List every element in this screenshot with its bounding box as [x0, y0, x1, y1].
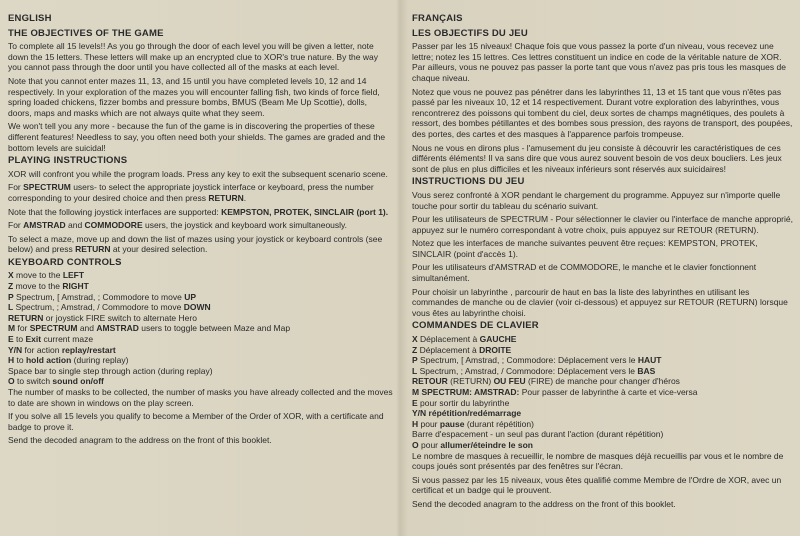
control-up: P Spectrum, [ Amstrad, ; Commodore to move UP: [8, 291, 197, 302]
control-hold: H to hold action (during replay): [8, 355, 129, 366]
control-down: L Spectrum, ; Amstrad, / Commodore to move DOWN: [8, 302, 211, 313]
commandes-clavier-heading: COMMANDES DE CLAVIER: [412, 320, 539, 332]
control-sound: O to switch sound on/off: [8, 376, 104, 387]
fr-control-replay: Y/N répétition/redémarrage: [412, 408, 522, 419]
fr-control-down: L Spectrum, ; Amstrad, / Commodore: Déplacement vers le BAS: [412, 365, 656, 376]
fr-instructions-paragraph-interfaces: Notez que les interfaces de manche suivantes peuvent être reçues: KEMPSTON, PROTEK, SINCLAIR (point d'accès 1).: [412, 238, 758, 259]
fr-control-right: Z Déplacement à DROITE: [412, 344, 512, 355]
instructions-paragraph-spectrum: For SPECTRUM users- to select the appropriate joystick interface or keyboard, press the number corresponding to your desired choice and then press RETURN.: [8, 182, 374, 203]
control-right: Z move to the RIGHT: [8, 281, 89, 292]
order-of-xor-paragraph: If you solve all 15 levels you qualify to become a Member of the Order of XOR, with a certificate and badge to prove it.: [8, 411, 384, 432]
objectives-paragraph-1: To complete all 15 levels!! As you go through the door of each level you will be given a letter, note down the 15 letters. These letters will make up an encrypted clue to XOR's true nature. By the way you cannot pass through the door until you have collected all of the masks at each level.: [8, 41, 378, 73]
objectifs-paragraph-1: Passer par les 15 niveaux! Chaque fois que vous passez la porte d'un niveau, vous recevez une lettre; notez les 15 lettres. Ces lettres constituent un indice en code de la véritable nature de XOR. Par ailleurs, vous ne pouvez pas passer la porte tant que vous n'avez pas pris tous les masques de chaque niveau.: [412, 41, 786, 83]
fr-control-hold: H pour pause (durant répétition): [412, 418, 534, 429]
objectifs-paragraph-3: Nous ne vous en dirons plus - l'amusement du jeu consiste à découvrir les caractéristiques de ces différents éléments! Il va sans dire que vous aurez souvent besoin de vos deux boucliers. Les jeux sont de plus en plus difficiles et les niveaux inférieurs sont réservés aux suicidaires!: [412, 142, 782, 174]
fr-instructions-paragraph-load: Vous serez confronté à XOR pendant le chargement du programme. Appuyez sur n'importe quelle touche pour sortir du tableau du scénario suivant.: [412, 189, 781, 211]
instructions-paragraph-interfaces: Note that the following joystick interfaces are supported: KEMPSTON, PROTEK, SINCLAIR (port 1).: [8, 206, 389, 217]
control-toggle-map: M for SPECTRUM and AMSTRAD users to toggle between Maze and Map: [8, 323, 291, 334]
objectives-paragraph-3: We won't tell you any more - because the fun of the game is in discovering the properties of these different features! Needless to say, you often need both your shields. The games are graded and the bottom levels are suicidal!: [8, 121, 386, 153]
keyboard-controls-heading: KEYBOARD CONTROLS: [8, 256, 122, 268]
language-heading-english: ENGLISH: [8, 13, 52, 24]
fr-control-exit: E pour sortir du labyrinthe: [412, 397, 510, 408]
fr-anagram-paragraph: Send the decoded anagram to the address on the front of this booklet.: [412, 498, 676, 509]
objectives-heading: THE OBJECTIVES OF THE GAME: [8, 27, 164, 39]
fr-control-toggle-map: M SPECTRUM: AMSTRAD: Pour passer de labyrinthe à carte et vice-versa: [412, 387, 698, 397]
control-replay: Y/N for action replay/restart: [8, 344, 116, 355]
anagram-paragraph: Send the decoded anagram to the address on the front of this booklet.: [8, 435, 272, 446]
control-exit: E to Exit current maze: [8, 334, 94, 345]
english-column: [8, 14, 393, 449]
objectifs-paragraph-2: Notez que vous ne pouvez pas pénétrer dans les labyrinthes 11, 13 et 15 tant que vous n'êtes pas passé par les niveaux 10, 12 et 14 respectivement. Durant votre exploration des labyrinthes, vous rencontrerez des poissons qui tombent du ciel, deux sortes de champs magnétiques, des poulets à ressort, des bombes pétillantes et des bombes sous pression, des rayons de transport, des poupées, des portes, des cartes et des masques à l'apparence parfois trompeuse.: [412, 86, 793, 139]
fr-instructions-paragraph-amstrad: Pour les utilisateurs d'AMSTRAD et de COMMODORE, le manche et le clavier fonctionnent simultanément.: [412, 262, 757, 284]
fr-control-sound: O pour allumer/éteindre le son: [412, 439, 533, 450]
instructions-paragraph-amstrad: For AMSTRAD and COMMODORE users, the joystick and keyboard work simultaneously.: [8, 220, 348, 231]
instructions-paragraph-select-maze: To select a maze, move up and down the list of mazes using your joystick or keyboard controls (see below) and press RETURN at your desired selection.: [8, 233, 383, 255]
language-heading-french: FRANÇAIS: [412, 13, 463, 24]
fr-instructions-paragraph-spectrum: Pour les utilisateurs de SPECTRUM - Pour sélectionner le clavier ou l'interface de manche approprié, appuyez sur le numéro correspondant à votre choix, puis appuyez sur RETOUR (RETURN).: [412, 214, 793, 235]
fr-instructions-paragraph-select-maze: Pour choisir un labyrinthe , parcourir de haut en bas la liste des labyrinthes en utilisant les commandes de manche ou de clavier (voir ci-dessous) et appuyez sur RETOUR (RETURN) lorsque vous êtes au labyrinthe choisi.: [412, 286, 788, 318]
fr-control-single-step: Barre d'espacement - un seul pas durant l'action (durant répétition): [412, 429, 664, 440]
objectifs-heading: LES OBJECTIFS DU JEU: [412, 27, 528, 39]
control-alternate-hero: RETURN or joystick FIRE switch to alternate Hero: [8, 312, 197, 323]
fr-control-left: X Déplacement à GAUCHE: [412, 334, 517, 345]
masks-paragraph: The number of masks to be collected, the number of masks you have already collected and the moves to date are shown in windows on the play screen.: [8, 387, 393, 408]
control-left: X move to the LEFT: [8, 270, 85, 281]
fr-control-up: P Spectrum, [ Amstrad, ; Commodore: Déplacement vers le HAUT: [412, 355, 662, 366]
instructions-paragraph-load: XOR will confront you while the program loads. Press any key to exit the subsequent scenario scene.: [8, 168, 388, 179]
instructions-du-jeu-heading: INSTRUCTIONS DU JEU: [412, 176, 525, 188]
fr-masks-paragraph: Le nombre de masques à recueillir, le nombre de masques déjà recueillis par vous et le nombre de coups joués sont présentés par des fenêtres sur l'écran.: [412, 450, 784, 472]
fr-order-of-xor-paragraph: Si vous passez par les 15 niveaux, vous êtes qualifié comme Membre de l'Ordre de XOR, avec un certificat et un badge qui le prouvent.: [412, 474, 782, 496]
playing-instructions-heading: PLAYING INSTRUCTIONS: [8, 155, 128, 167]
control-single-step: Space bar to single step through action (during replay): [8, 365, 213, 376]
fr-control-alternate-hero: RETOUR (RETURN) OU FEU (FIRE) de manche pour changer d'héros: [412, 376, 680, 387]
objectives-paragraph-2: Note that you cannot enter mazes 11, 13, and 15 until you have completed levels 10, 12 and 14 respectively. In your exploration of the mazes you will encounter falling fish, two kinds of force field, spring loaded chickens, fizzer bombs and pressure bombs, BMUS (Beam Me Up Scottie), dolls, doors, maps and masks which are not always quite what they seem.: [8, 75, 380, 118]
french-column: [412, 14, 794, 513]
